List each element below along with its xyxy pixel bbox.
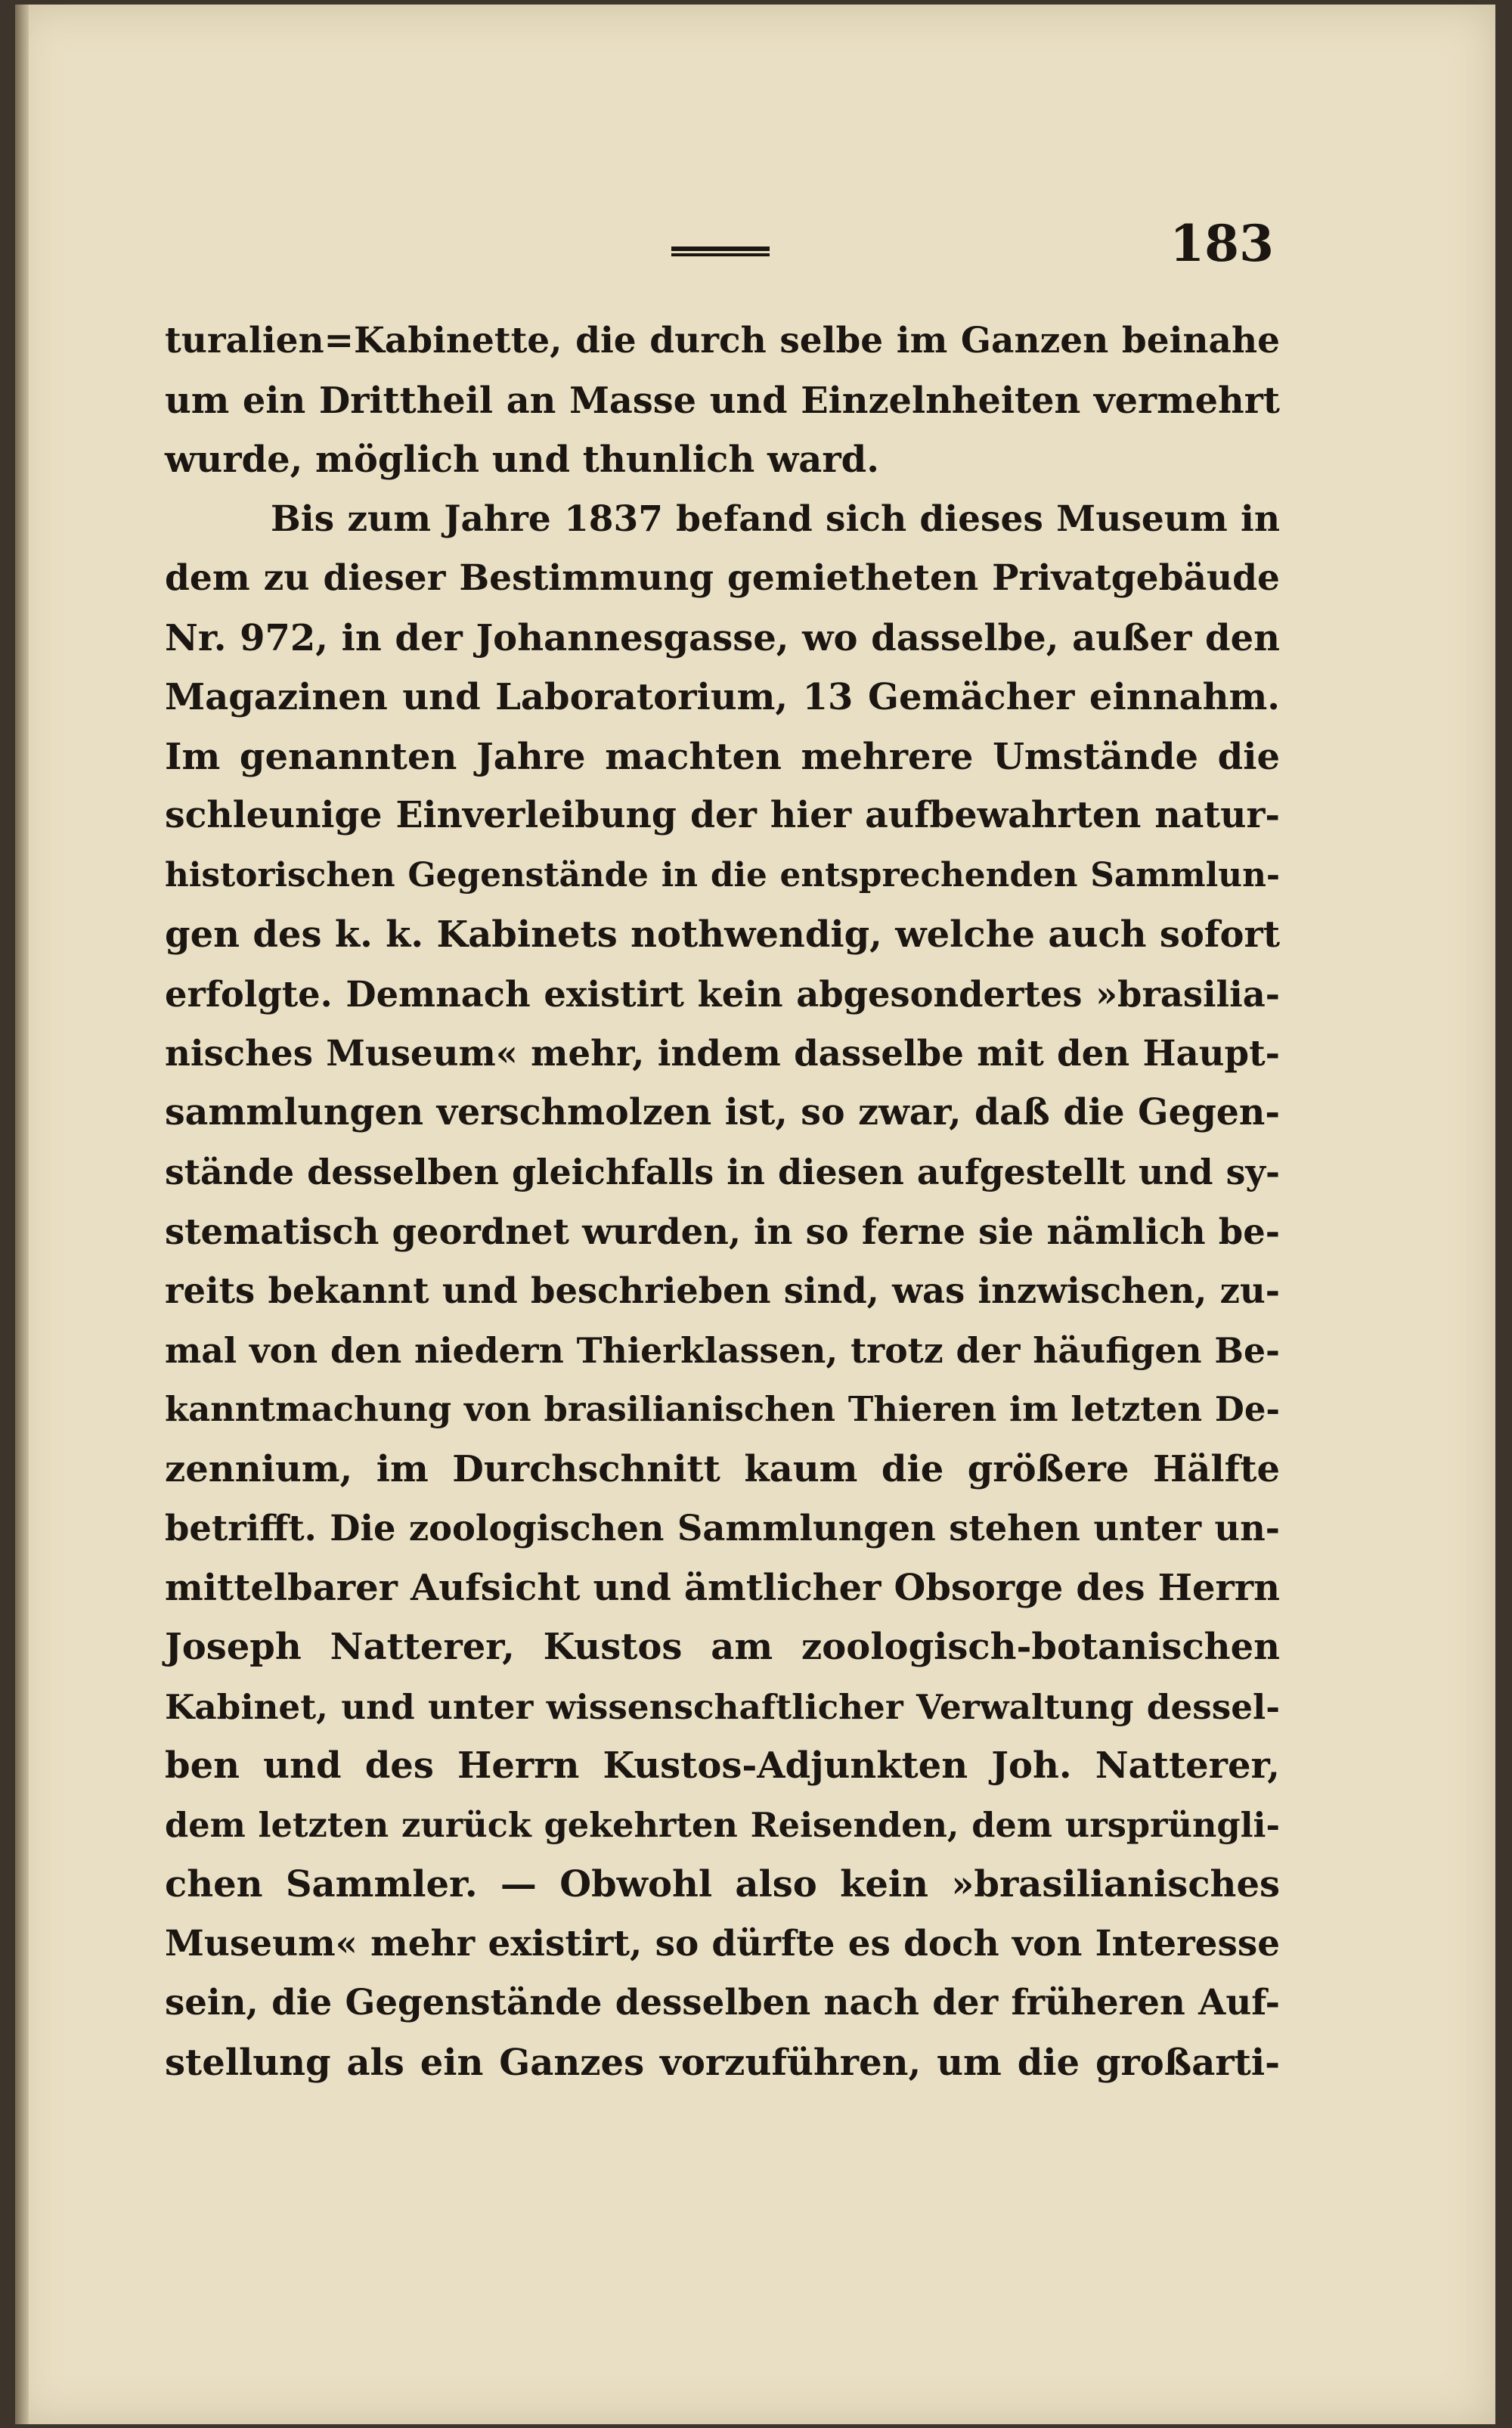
text-line: schleunige Einverleibung der hier aufbewahrten natur- [165,795,1280,836]
text-line: historischen Gegenstände in die entsprechenden Sammlun- [165,855,1280,895]
text-line: turalien=Kabinette, die durch selbe im Ganzen beinahe [165,320,1280,361]
text-line: reits bekannt und beschrieben sind, was inzwischen, zu- [165,1270,1280,1311]
text-line: Joseph Natterer, Kustos am zoologisch-botanischen [165,1626,1280,1668]
text-line: zennium, im Durchschnitt kaum die größere Hälfte [165,1447,1280,1490]
text-line: stellung als ein Ganzes vorzuführen, um die großarti- [165,2041,1280,2084]
text-line: dem letzten zurück gekehrten Reisenden, dem ursprüngli- [165,1804,1280,1845]
text-line: chen Sammler. — Obwohl also kein »brasilianisches [165,1863,1280,1905]
text-line: stematisch geordnet wurden, in so ferne sie nämlich be- [165,1210,1280,1252]
text-line: betrifft. Die zoologischen Sammlungen stehen unter un- [165,1508,1280,1549]
text-line: Museum« mehr existirt, so dürfte es doch von Interesse [165,1922,1280,1964]
text-line: dem zu dieser Bestimmung gemietheten Privatgebäude [165,557,1280,599]
text-line: mal von den niedern Thierklassen, trotz der häufigen Be- [165,1329,1280,1371]
text-line: erfolgte. Demnach existirt kein abgesondertes »brasilia- [165,972,1280,1015]
text-line: gen des k. k. Kabinets nothwendig, welche auch sofort [165,913,1280,956]
text-line: Bis zum Jahre 1837 befand sich dieses Museum in [271,498,1280,540]
header-rule [671,247,770,259]
text-line: ben und des Herrn Kustos-Adjunkten Joh. Natterer, [165,1744,1280,1787]
header-rule-thick [671,247,770,251]
body-text [165,312,1280,2092]
text-line: Magazinen und Laboratorium, 13 Gemächer einnahm. [165,676,1280,718]
text-line: Nr. 972, in der Johannesgasse, wo dasselbe, außer den [165,616,1280,659]
text-line: stände desselben gleichfalls in diesen aufgestellt und sy- [165,1152,1280,1192]
text-line: um ein Drittheil an Masse und Einzelnheiten vermehrt [165,379,1280,422]
text-line: wurde, möglich und thunlich ward. [165,439,879,481]
header-rule-thin [671,253,770,256]
text-line: kanntmachung von brasilianischen Thieren im letzten De- [165,1389,1280,1429]
text-line: mittelbarer Aufsicht und ämtlicher Obsorge des Herrn [165,1566,1280,1609]
text-line: nisches Museum« mehr, indem dasselbe mit den Haupt- [165,1032,1280,1074]
page-binding-edge [15,5,29,2424]
text-line: sammlungen verschmolzen ist, so zwar, daß die Gegen- [165,1091,1280,1133]
text-line: Im genannten Jahre machten mehrere Umstände die [165,735,1280,778]
page-number: 183 [1170,214,1274,273]
text-line: Kabinet, und unter wissenschaftlicher Verwaltung dessel- [165,1685,1280,1727]
text-line: sein, die Gegenstände desselben nach der früheren Auf- [165,1982,1280,2023]
